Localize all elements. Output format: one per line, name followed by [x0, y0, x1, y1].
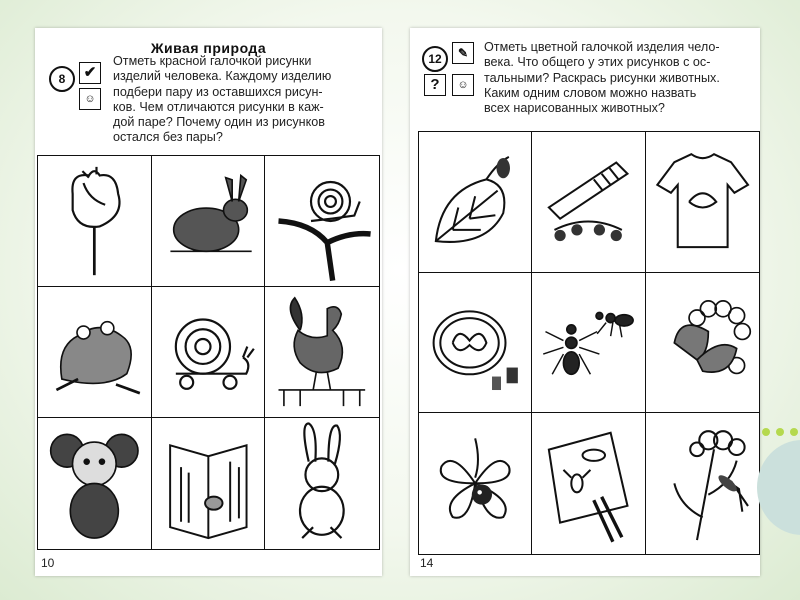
red-checkmark-icon: ✔ [79, 62, 101, 84]
picture-rooster-lollipop[interactable] [38, 156, 152, 287]
picture-book-with-frog[interactable] [152, 418, 266, 549]
picture-cheburashka-toy[interactable] [38, 418, 152, 549]
page-number: 10 [41, 556, 55, 570]
decorative-circle [757, 440, 800, 535]
workbook-page-right [410, 28, 760, 576]
picture-butterfly-on-flowers[interactable] [646, 273, 759, 414]
picture-grid [37, 155, 380, 550]
task-number-badge: 12 [422, 46, 448, 72]
picture-toy-hare[interactable] [265, 418, 379, 549]
picture-rabbit[interactable] [152, 156, 266, 287]
task-line: Каким одним словом можно назвать [484, 85, 697, 100]
task-line: Отметь красной галочкой рисунки [113, 54, 312, 68]
task-instructions [484, 40, 756, 116]
picture-grasshopper-on-plant[interactable] [646, 413, 759, 554]
discussion-children-icon: ☺ [452, 74, 474, 96]
task-line: всех нарисованных животных? [484, 101, 665, 116]
picture-t-shirt[interactable] [646, 132, 759, 273]
task-line: изделий человека. Каждому изделию [113, 69, 332, 84]
question-icon: ? [424, 74, 446, 96]
discussion-children-icon: ☺ [79, 88, 101, 110]
picture-ants[interactable] [532, 273, 645, 414]
task-line: подбери пару из оставшихся рисун- [113, 84, 323, 99]
page-title: Живая природа [150, 40, 267, 56]
decorative-dots [762, 428, 800, 436]
task-line: остался без пары? [113, 130, 223, 145]
picture-flower-with-ladybug[interactable] [419, 413, 532, 554]
task-number-badge: 8 [49, 66, 75, 92]
workbook-page-left [35, 28, 382, 576]
picture-grid [418, 131, 760, 555]
task-line: Отметь цветной галочкой изделия чело- [484, 40, 720, 54]
task-line: века. Что общего у этих рисунков с ос- [484, 55, 711, 70]
picture-leaf-with-beetle[interactable] [419, 132, 532, 273]
picture-drawing-of-insects[interactable] [532, 413, 645, 554]
pencil-checkmark-icon: ✎ [452, 42, 474, 64]
picture-embroidery-butterfly[interactable] [419, 273, 532, 414]
picture-comb-and-necklace[interactable] [532, 132, 645, 273]
picture-frog[interactable] [38, 287, 152, 418]
task-line: дой паре? Почему один из рисунков [113, 115, 325, 130]
task-line: ков. Чем отличаются рисунки в каж- [113, 99, 324, 114]
picture-toy-snail[interactable] [152, 287, 266, 418]
task-instructions [113, 54, 375, 146]
task-line: тальными? Раскрась рисунки животных. [484, 70, 720, 85]
picture-rooster[interactable] [265, 287, 379, 418]
picture-snail-on-branch[interactable] [265, 156, 379, 287]
page-number: 14 [420, 556, 434, 570]
